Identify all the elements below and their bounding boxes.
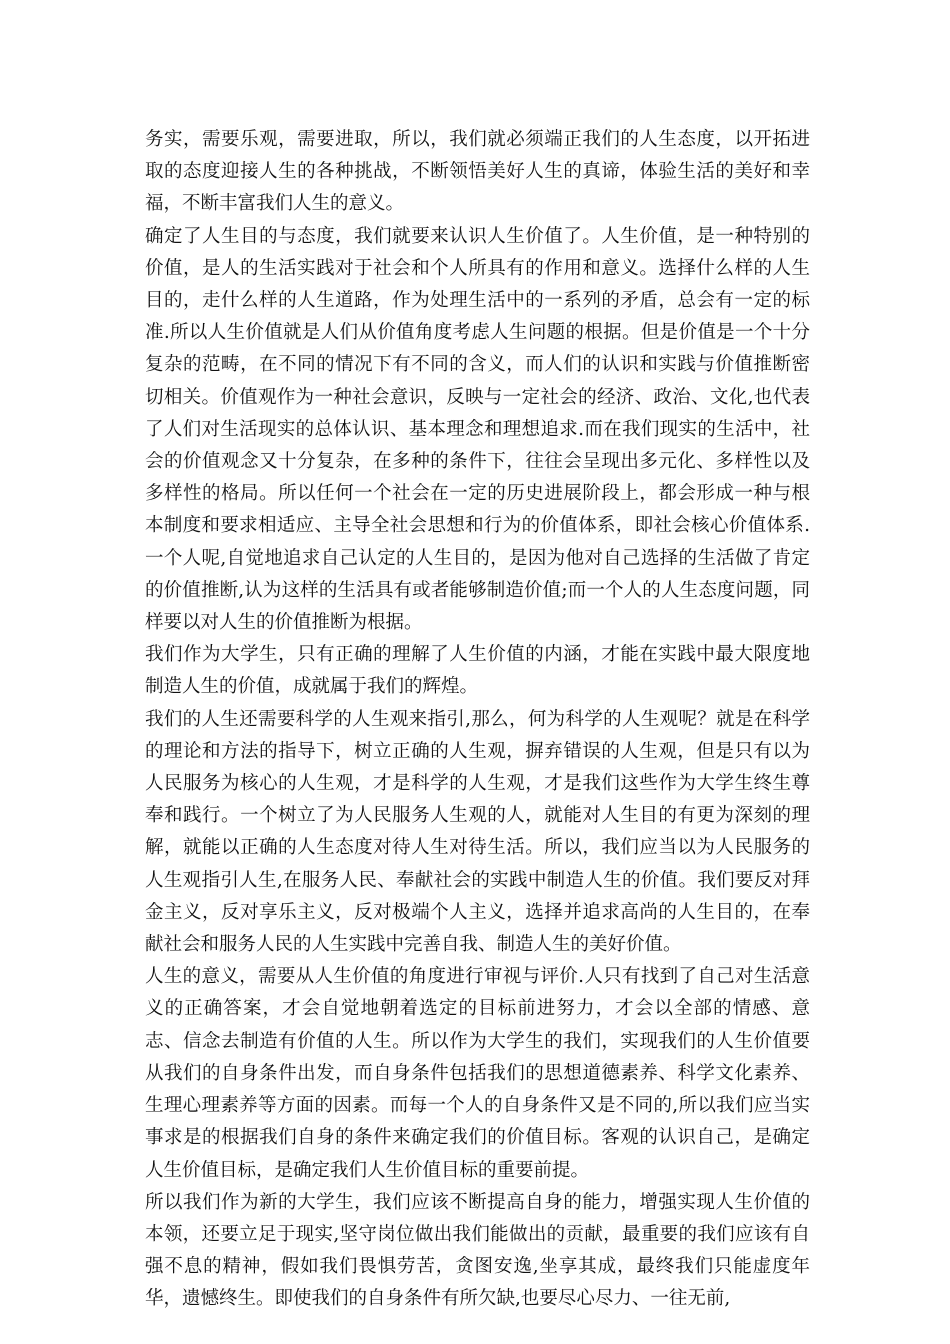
paragraph-scientific-outlook: 我们的人生还需要科学的人生观来指引,那么，何为科学的人生观呢？就是在科学的理论和方法的指导下，树立正确的人生观，摒弃错误的人生观，但是只有以为人民服务为核心的人生观，才是科学的人生观，才是我们这些作为大学生终生尊奉和践行。一个树立了为人民服务人生观的人，就能对人生目的有更为深刻的理解，就能以正确的人生态度对待人生对待生活。所以，我们应当以为人民服务的人生观指引人生,在服务人民、奉献社会的实践中制造人生的价值。我们要反对拜金主义，反对享乐主义，反对极端个人主义，选择并追求高尚的人生目的，在奉献社会和服务人民的人生实践中完善自我、制造人生的美好价值。 bbox=[145, 708, 810, 956]
paragraph-attitude: 务实，需要乐观，需要进取，所以，我们就必须端正我们的人生态度，以开拓进取的态度迎接人生的各种挑战，不断领悟美好人生的真谛，体验生活的美好和幸福，不断丰富我们人生的意义。 bbox=[145, 129, 810, 215]
paragraph-life-value: 确定了人生目的与态度，我们就要来认识人生价值了。人生价值，是一种特别的价值，是人的生活实践对于社会和个人所具有的作用和意义。选择什么样的人生目的，走什么样的人生道路，作为处理生活中的一系列的矛盾，总会有一定的标准.所以人生价值就是人们从价值角度考虑人生问题的根据。但是价值是一个十分复杂的范畴，在不同的情况下有不同的含义，而人们的认识和实践与价值推断密切相关。价值观作为一种社会意识，反映与一定社会的经济、政治、文化,也代表了人们对生活现实的总体认识、基本理念和理想追求.而在我们现实的生活中，社会的价值观念又十分复杂，在多种的条件下，往往会呈现出多元化、多样性以及多样性的格局。所以任何一个社会在一定的历史进展阶段上，都会形成一种与根本制度和要求相适应、主导全社会思想和行为的价值体系，即社会核心价值体系.一个人呢,自觉地追求自己认定的人生目的，是因为他对自己选择的生活做了肯定的价值推断,认为这样的生活具有或者能够制造价值;而一个人的人生态度问题，同样要以对人生的价值推断为根据。 bbox=[145, 225, 810, 634]
paragraph-meaning-of-life: 人生的意义，需要从人生价值的角度进行审视与评价.人只有找到了自己对生活意义的正确答案，才会自觉地朝着选定的目标前进努力，才会以全部的情感、意志、信念去制造有价值的人生。所以作为大学生的我们，实现我们的人生价值要从我们的自身条件出发，而自身条件包括我们的思想道德素养、科学文化素养、生理心理素养等方面的因素。而每一个人的自身条件又是不同的,所以我们应当实事求是的根据我们自身的条件来确定我们的价值目标。客观的认识自己，是确定人生价值目标，是确定我们人生价值目标的重要前提。 bbox=[145, 966, 810, 1181]
document-body bbox=[145, 124, 810, 1316]
paragraph-new-students: 所以我们作为新的大学生，我们应该不断提高自身的能力，增强实现人生价值的本领，还要立足于现实,坚守岗位做出我们能做出的贡献，最重要的我们应该有自强不息的精神，假如我们畏惧劳苦，贪图安逸,坐享其成，最终我们只能虚度年华，遗憾终生。即使我们的自身条件有所欠缺,也要尽心尽力、一往无前, bbox=[145, 1191, 810, 1310]
paragraph-students: 我们作为大学生，只有正确的理解了人生价值的内涵，才能在实践中最大限度地制造人生的价值，成就属于我们的辉煌。 bbox=[145, 644, 810, 698]
